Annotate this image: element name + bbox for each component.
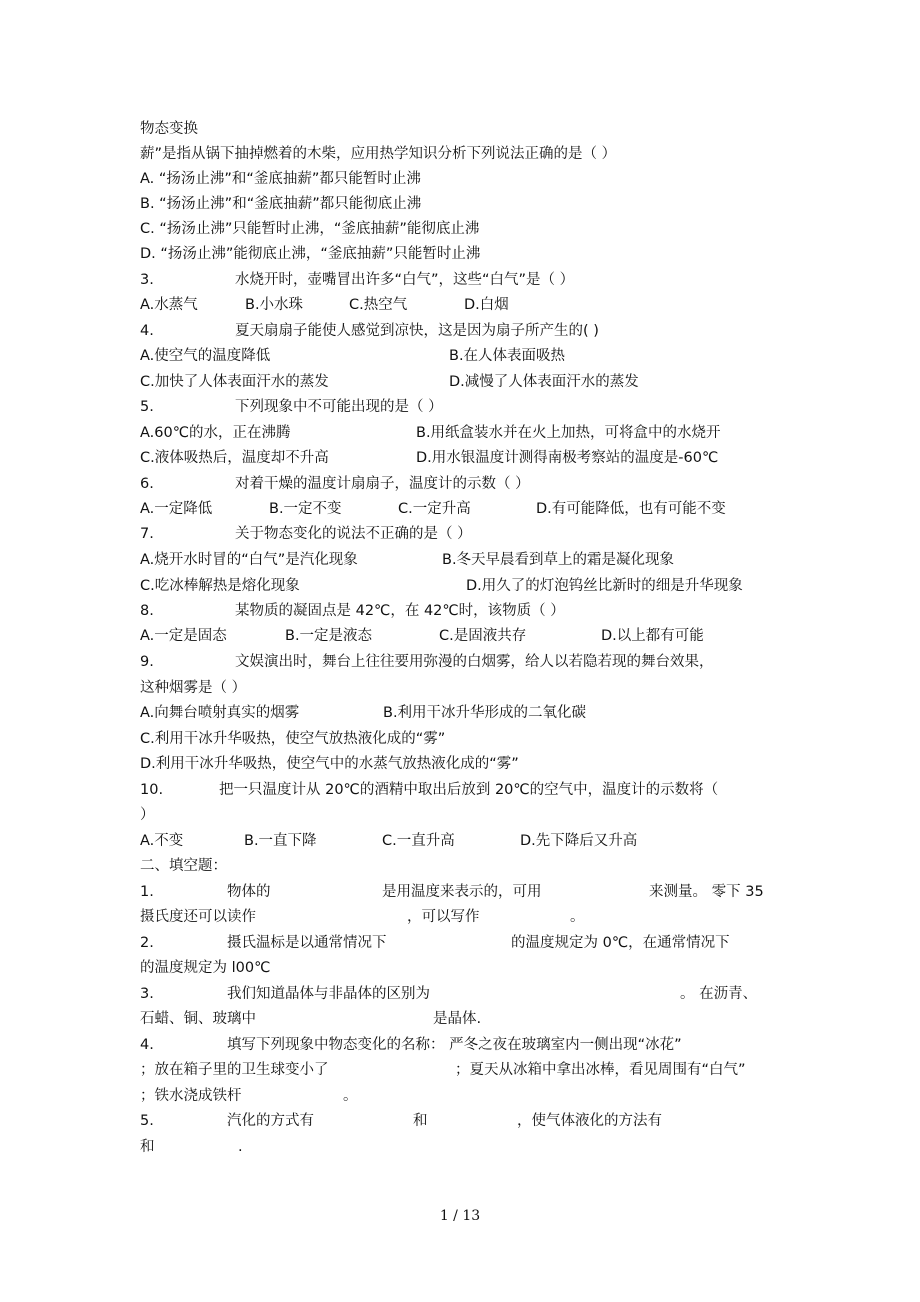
q4-option-d: D.减慢了人体表面汗水的蒸发 [449, 374, 639, 390]
f1-line2-a: 摄氏度还可以读作 [140, 909, 256, 925]
q3-option-c: C.热空气 [349, 297, 408, 313]
q9-stem: 文娱演出时，舞台上往往要用弥漫的白烟雾，给人以若隐若现的舞台效果， [235, 654, 714, 670]
q6-option-a: A.一定降低 [140, 501, 213, 517]
q6-option-d: D.有可能降低，也有可能不变 [536, 501, 726, 517]
q5-option-d: D.用水银温度计测得南极考察站的温度是-60℃ [416, 450, 719, 466]
q10-option-a: A.不变 [140, 833, 184, 849]
q9-option-d: D.利用干冰升华吸热，使空气中的水蒸气放热液化成的“雾” [140, 756, 519, 772]
q6-number: 6. [140, 476, 154, 492]
q4-option-b: B.在人体表面吸热 [449, 348, 566, 364]
f4-part1: 填写下列现象中物态变化的名称： 严冬之夜在玻璃室内一侧出现“冰花” [227, 1037, 682, 1053]
q5-number: 5. [140, 399, 154, 415]
f3-part2: 。 在沥青、 [680, 986, 758, 1002]
q2-stem: 薪”是指从锅下抽掉燃着的木柴，应用热学知识分析下列说法正确的是（ ） [140, 146, 617, 162]
f4-number: 4. [140, 1037, 154, 1053]
q8-number: 8. [140, 603, 154, 619]
q5-option-b: B.用纸盒装水并在火上加热，可将盒中的水烧开 [416, 425, 721, 441]
q10-stem-continued: ） [140, 807, 155, 823]
f5-part1: 汽化的方式有 [227, 1113, 314, 1129]
q6-option-b: B.一定不变 [269, 501, 342, 517]
q10-option-d: D.先下降后又升高 [520, 833, 638, 849]
q9-option-c: C.利用干冰升华吸热，使空气放热液化成的“雾” [140, 731, 446, 747]
f1-part1: 物体的 [227, 884, 271, 900]
q2-option-a: A. “扬汤止沸”和“釜底抽薪”都只能暂时止沸 [140, 171, 421, 187]
f3-number: 3. [140, 986, 154, 1002]
q7-option-b: B.冬天早晨看到草上的霜是凝化现象 [442, 552, 675, 568]
f1-part3: 来测量。 零下 35 [649, 884, 764, 900]
q4-number: 4. [140, 323, 154, 339]
f2-part1: 摄氏温标是以通常情况下 [227, 935, 387, 951]
q7-option-d: D.用久了的灯泡钨丝比新时的细是升华现象 [466, 578, 743, 594]
q9-option-b: B.利用干冰升华形成的二氧化碳 [383, 705, 587, 721]
q4-option-c: C.加快了人体表面汗水的蒸发 [140, 374, 329, 390]
q5-option-c: C.液体吸热后，温度却不升高 [140, 450, 329, 466]
q3-stem: 水烧开时，壶嘴冒出许多“白气”，这些“白气”是（ ） [235, 272, 575, 288]
f5-part2: 和 [413, 1113, 428, 1129]
q7-stem: 关于物态变化的说法不正确的是（ ） [235, 526, 472, 542]
q8-stem: 某物质的凝固点是 42℃，在 42℃时，该物质（ ） [235, 603, 565, 619]
q2-option-c: C. “扬汤止沸”只能暂时止沸，“釜底抽薪”能彻底止沸 [140, 221, 480, 237]
q2-option-b: B. “扬汤止沸”和“釜底抽薪”都只能彻底止沸 [140, 196, 422, 212]
q4-stem: 夏天扇扇子能使人感觉到凉快，这是因为扇子所产生的( ) [235, 323, 599, 339]
q6-stem: 对着干燥的温度计扇扇子，温度计的示数（ ） [235, 476, 530, 492]
page-number: 1 / 13 [439, 1208, 481, 1224]
f1-number: 1. [140, 884, 154, 900]
q8-option-a: A.一定是固态 [140, 628, 227, 644]
f1-line2-b: ，可以写作 [407, 909, 480, 925]
q6-option-c: C.一定升高 [398, 501, 471, 517]
q7-number: 7. [140, 526, 154, 542]
q9-option-a: A.向舞台喷射真实的烟雾 [140, 705, 300, 721]
q7-option-a: A.烧开水时冒的“白气”是汽化现象 [140, 552, 358, 568]
q9-stem-continued: 这种烟雾是（ ） [140, 680, 247, 696]
q10-option-b: B.一直下降 [244, 833, 317, 849]
q8-option-d: D.以上都有可能 [601, 628, 704, 644]
q7-option-c: C.吃冰棒解热是熔化现象 [140, 578, 300, 594]
f3-part1: 我们知道晶体与非晶体的区别为 [227, 986, 430, 1002]
q3-number: 3. [140, 272, 154, 288]
doc-title: 物态变换 [140, 121, 198, 137]
q10-number: 10. [140, 782, 164, 798]
f1-line2-c: 。 [570, 909, 585, 925]
q5-stem: 下列现象中不可能出现的是（ ） [235, 399, 443, 415]
f5-line2-a: 和 [140, 1139, 155, 1155]
f2-line2: 的温度规定为 l00℃ [140, 960, 271, 976]
q10-option-c: C.一直升高 [382, 833, 455, 849]
q8-option-b: B.一定是液态 [285, 628, 373, 644]
f4-line2-a: ；放在箱子里的卫生球变小了 [140, 1062, 329, 1078]
f4-line3-a: ；铁水浇成铁杆 [140, 1088, 242, 1104]
f2-number: 2. [140, 935, 154, 951]
f5-part3: ，使气体液化的方法有 [517, 1113, 662, 1129]
f2-part2: 的温度规定为 0℃，在通常情况下 [511, 935, 730, 951]
q3-option-d: D.白烟 [464, 297, 509, 313]
f5-number: 5. [140, 1113, 154, 1129]
q10-stem: 把一只温度计从 20℃的酒精中取出后放到 20℃的空气中，温度计的示数将（ [219, 782, 719, 798]
q3-option-a: A.水蒸气 [140, 297, 198, 313]
f3-line2-b: 是晶体. [433, 1011, 482, 1027]
f5-line2-b: . [238, 1139, 243, 1155]
q5-option-a: A.60℃的水，正在沸腾 [140, 425, 291, 441]
f1-part2: 是用温度来表示的，可用 [382, 884, 542, 900]
f4-line3-b: 。 [343, 1088, 358, 1104]
f4-line2-b: ；夏天从冰箱中拿出冰棒，看见周围有“白气” [455, 1062, 746, 1078]
q2-option-d: D. “扬汤止沸”能彻底止沸，“釜底抽薪”只能暂时止沸 [140, 246, 481, 262]
section-heading: 二、填空题： [140, 858, 227, 874]
q9-number: 9. [140, 654, 154, 670]
f3-line2-a: 石蜡、铜、玻璃中 [140, 1011, 256, 1027]
q3-option-b: B.小水珠 [245, 297, 304, 313]
q8-option-c: C.是固液共存 [439, 628, 527, 644]
q4-option-a: A.使空气的温度降低 [140, 348, 271, 364]
